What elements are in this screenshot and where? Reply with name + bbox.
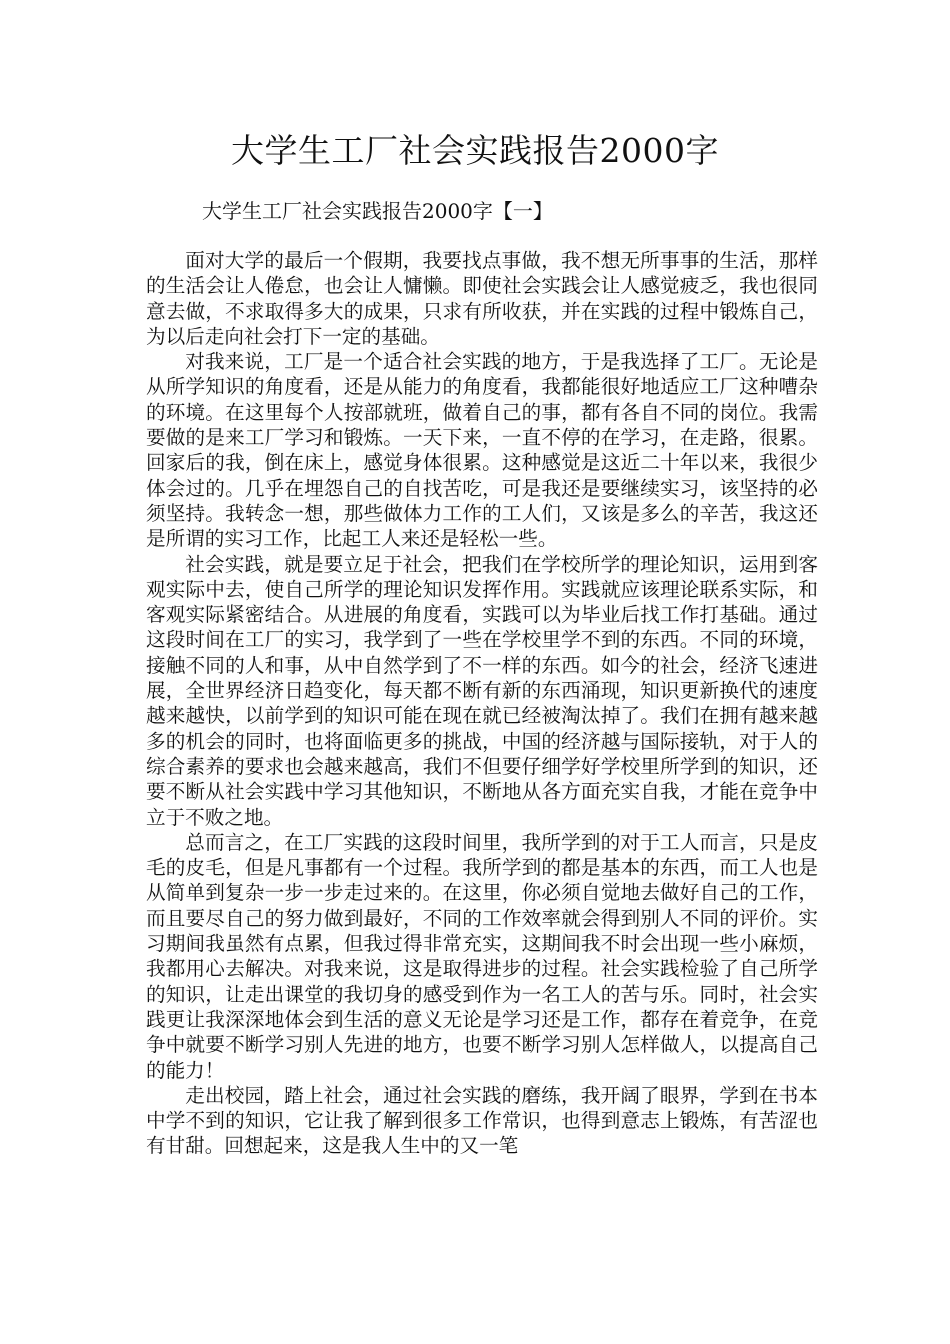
- paragraph: 总而言之，在工厂实践的这段时间里，我所学到的对于工人而言，只是皮毛的皮毛，但是凡事都有一个过程。我所学到的都是基本的东西，而工人也是从简单到复杂一步一步走过来的。在这里，你必须自觉地去做好自己的工作，而且要尽自己的努力做到最好，不同的工作效率就会得到别人不同的评价。实习期间我虽然有点累，但我过得非常充实，这期间我不时会出现一些小麻烦，我都用心去解决。对我来说，这是取得进步的过程。社会实践检验了自己所学的知识，让走出课堂的我切身的感受到作为一名工人的苦与乐。同时，社会实践更让我深深地体会到生活的意义无论是学习还是工作，都存在着竞争，在竞争中就要不断学习别人先进的地方，也要不断学习别人怎样做人，以提高自己的能力！: [146, 830, 818, 1082]
- paragraph: 面对大学的最后一个假期，我要找点事做，我不想无所事事的生活，那样的生活会让人倦怠，也会让人慵懒。即使社会实践会让人感觉疲乏，我也很同意去做，不求取得多大的成果，只求有所收获，并在实践的过程中锻炼自己，为以后走向社会打下一定的基础。: [146, 249, 818, 348]
- paragraph: 走出校园，踏上社会，通过社会实践的磨练，我开阔了眼界，学到在书本中学不到的知识，它让我了解到很多工作常识，也得到意志上锻炼，有苦涩也有甘甜。回想起来，这是我人生中的又一笔: [146, 1083, 818, 1158]
- document-title: 大学生工厂社会实践报告2000字: [231, 131, 719, 170]
- paragraph: 社会实践，就是要立足于社会，把我们在学校所学的理论知识，运用到客观实际中去，使自己所学的理论知识发挥作用。实践就应该理论联系实际，和客观实际紧密结合。从进展的角度看，实践可以为毕业后找工作打基础。通过这段时间在工厂的实习，我学到了一些在学校里学不到的东西。不同的环境，接触不同的人和事，从中自然学到了不一样的东西。如今的社会，经济飞速进展，全世界经济日趋变化，每天都不断有新的东西涌现，知识更新换代的速度越来越快，以前学到的知识可能在现在就已经被淘汰掉了。我们在拥有越来越多的机会的同时，也将面临更多的挑战，中国的经济越与国际接轨，对于人的综合素养的要求也会越来越高，我们不但要仔细学好学校里所学到的知识，还要不断从社会实践中学习其他知识，不断地从各方面充实自我，才能在竞争中立于不败之地。: [146, 552, 818, 829]
- document-body: [146, 248, 818, 1159]
- section-heading: 大学生工厂社会实践报告2000字【一】: [202, 199, 553, 223]
- paragraph: 对我来说，工厂是一个适合社会实践的地方，于是我选择了工厂。无论是从所学知识的角度看，还是从能力的角度看，我都能很好地适应工厂这种嘈杂的环境。在这里每个人按部就班，做着自己的事，都有各自不同的岗位。我需要做的是来工厂学习和锻炼。一天下来，一直不停的在学习，在走路，很累。回家后的我，倒在床上，感觉身体很累。这种感觉是这近二十年以来，我很少体会过的。几乎在埋怨自己的自找苦吃，可是我还是要继续实习，该坚持的必须坚持。我转念一想，那些做体力工作的工人们，又该是多么的辛苦，我这还是所谓的实习工作，比起工人来还是轻松一些。: [146, 350, 818, 551]
